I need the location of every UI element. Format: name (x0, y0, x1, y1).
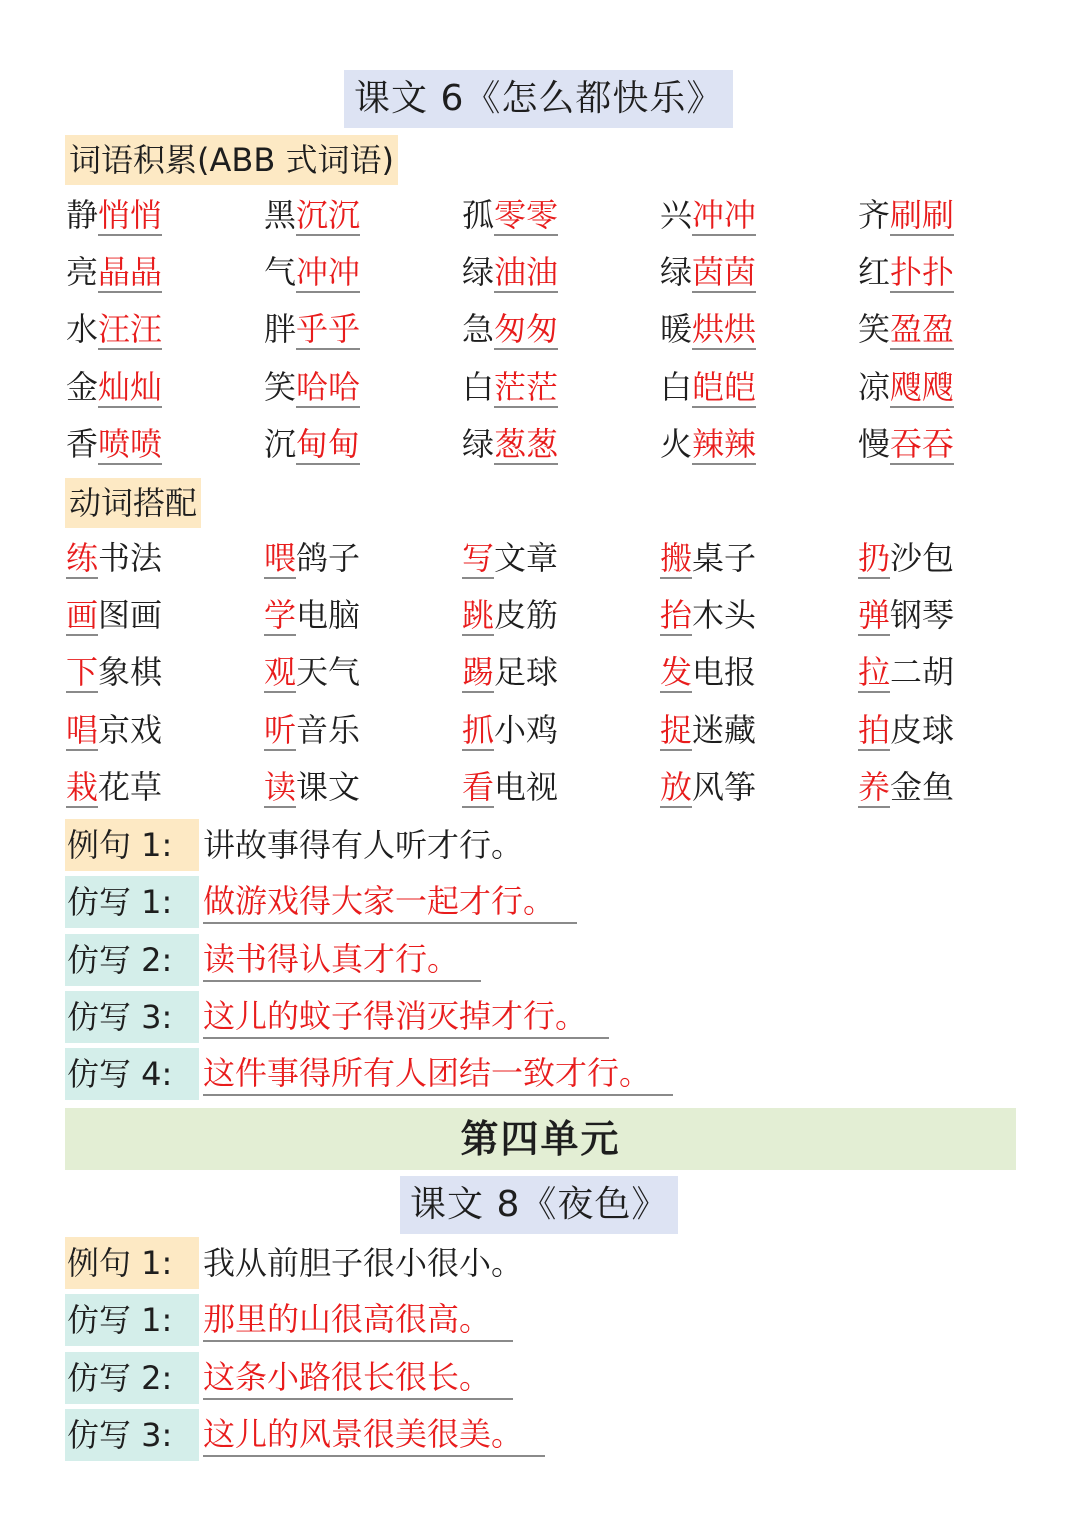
sentence-text: 读书得认真才行。 (203, 938, 481, 982)
word-cell (660, 301, 858, 358)
word-cell (858, 644, 1056, 701)
word-cell (660, 530, 858, 587)
word-cell (66, 759, 264, 816)
grid-row (66, 759, 1056, 816)
grid-row (66, 702, 1056, 759)
base-char: 笑 (858, 310, 891, 349)
object-word: 钢琴 (890, 596, 955, 635)
sentence-label: 仿写 2: (65, 1352, 199, 1404)
base-char: 白 (660, 367, 693, 406)
word-cell (858, 530, 1056, 587)
base-char: 沉 (264, 424, 297, 463)
abb-blank: 灿灿 (98, 367, 163, 406)
sentence-text: 这件事得所有人团结一致才行。 (203, 1052, 673, 1096)
example-sentence-row (65, 819, 523, 871)
base-char: 急 (462, 310, 495, 349)
sentence-label: 仿写 3: (65, 991, 199, 1043)
sentence-text: 讲故事得有人听才行。 (203, 826, 524, 864)
imitation-sentence-row (65, 1352, 513, 1404)
object-word: 电视 (494, 767, 559, 806)
object-word: 鸽子 (296, 539, 361, 577)
base-char: 亮 (66, 253, 99, 292)
word-cell (660, 587, 858, 644)
imitation-sentence-row (65, 934, 481, 986)
abb-word-grid (66, 187, 1056, 473)
word-cell (858, 244, 1056, 301)
word-cell (660, 244, 858, 301)
object-word: 沙包 (890, 539, 955, 577)
abb-blank: 乎乎 (296, 310, 361, 349)
word-cell (264, 301, 462, 358)
word-cell (660, 759, 858, 816)
verb-blank: 练 (66, 539, 99, 577)
abb-blank: 甸甸 (296, 424, 361, 463)
word-cell (66, 530, 264, 587)
word-cell (660, 644, 858, 701)
verb-phrase-grid (66, 530, 1056, 816)
grid-row (66, 416, 1056, 473)
object-word: 小鸡 (494, 710, 559, 749)
abb-blank: 茫茫 (494, 367, 559, 406)
word-cell (858, 702, 1056, 759)
abb-blank: 冲冲 (296, 253, 361, 292)
verb-blank: 下 (66, 653, 99, 692)
word-cell (462, 244, 660, 301)
object-word: 花草 (98, 767, 163, 806)
abb-blank: 悄悄 (98, 196, 163, 234)
word-cell (264, 587, 462, 644)
object-word: 皮筋 (494, 596, 559, 635)
verb-blank: 听 (264, 710, 297, 749)
verb-blank: 捉 (660, 710, 693, 749)
word-cell (264, 530, 462, 587)
word-cell (66, 644, 264, 701)
sentence-text: 我从前胆子很小很小。 (203, 1244, 524, 1282)
word-cell (66, 359, 264, 416)
word-cell (462, 702, 660, 759)
base-char: 绿 (660, 253, 693, 292)
word-cell (264, 416, 462, 473)
verb-blank: 养 (858, 767, 891, 806)
base-char: 黑 (264, 196, 297, 234)
base-char: 齐 (858, 196, 891, 234)
word-cell (462, 359, 660, 416)
abb-blank: 辣辣 (692, 424, 757, 463)
base-char: 兴 (660, 196, 693, 234)
imitation-sentence-row (65, 876, 577, 928)
word-cell (264, 759, 462, 816)
grid-row (66, 244, 1056, 301)
object-word: 书法 (98, 539, 163, 577)
word-cell (66, 187, 264, 244)
object-word: 图画 (98, 596, 163, 635)
object-word: 风筝 (692, 767, 757, 806)
imitation-sentence-row (65, 991, 609, 1043)
sentence-text: 这条小路很长很长。 (203, 1356, 513, 1400)
verb-blank: 拉 (858, 653, 891, 692)
base-char: 慢 (858, 424, 891, 463)
imitation-sentence-row (65, 1294, 513, 1346)
abb-blank: 吞吞 (890, 424, 955, 463)
imitation-sentence-row (65, 1409, 545, 1461)
verb-blank: 弹 (858, 596, 891, 635)
verb-blank: 放 (660, 767, 693, 806)
word-cell (858, 416, 1056, 473)
word-cell (462, 301, 660, 358)
object-word: 二胡 (890, 653, 955, 692)
verb-blank: 画 (66, 596, 99, 635)
verb-blank: 扔 (858, 539, 891, 577)
word-cell (858, 759, 1056, 816)
verb-blank: 写 (462, 539, 495, 577)
base-char: 绿 (462, 253, 495, 292)
grid-row (66, 301, 1056, 358)
abb-blank: 葱葱 (494, 424, 559, 463)
object-word: 木头 (692, 596, 757, 635)
sentence-text: 这儿的风景很美很美。 (203, 1413, 545, 1457)
abb-blank: 晶晶 (98, 253, 163, 292)
word-cell (66, 301, 264, 358)
abb-blank: 皑皑 (692, 367, 757, 406)
verb-section-label: 动词搭配 (65, 478, 201, 528)
base-char: 白 (462, 367, 495, 406)
verb-blank: 喂 (264, 539, 297, 577)
sentence-label: 仿写 1: (65, 1294, 199, 1346)
abb-blank: 扑扑 (890, 253, 955, 292)
object-word: 京戏 (98, 710, 163, 749)
vocab-section-label: 词语积累(ABB 式词语) (65, 135, 398, 185)
sentence-label: 仿写 2: (65, 934, 199, 986)
word-cell (660, 359, 858, 416)
sentence-label: 仿写 4: (65, 1048, 199, 1100)
word-cell (264, 644, 462, 701)
grid-row (66, 187, 1056, 244)
abb-blank: 沉沉 (296, 196, 361, 234)
abb-blank: 汪汪 (98, 310, 163, 349)
verb-blank: 踢 (462, 653, 495, 692)
word-cell (858, 187, 1056, 244)
object-word: 金鱼 (890, 767, 955, 806)
word-cell (660, 416, 858, 473)
grid-row (66, 530, 1056, 587)
abb-blank: 匆匆 (494, 310, 559, 349)
abb-blank: 烘烘 (692, 310, 757, 349)
abb-blank: 刷刷 (890, 196, 955, 234)
object-word: 桌子 (692, 539, 757, 577)
word-cell (858, 359, 1056, 416)
abb-blank: 飕飕 (890, 367, 955, 406)
verb-blank: 抬 (660, 596, 693, 635)
abb-blank: 盈盈 (890, 310, 955, 349)
sentence-text: 这儿的蚊子得消灭掉才行。 (203, 995, 609, 1039)
example-sentence-row (65, 1237, 523, 1289)
abb-blank: 零零 (494, 196, 559, 234)
word-cell (66, 587, 264, 644)
word-cell (462, 416, 660, 473)
object-word: 音乐 (296, 710, 361, 749)
abb-blank: 冲冲 (692, 196, 757, 234)
object-word: 电脑 (296, 596, 361, 635)
word-cell (462, 644, 660, 701)
verb-blank: 栽 (66, 767, 99, 806)
verb-blank: 看 (462, 767, 495, 806)
lesson6-title: 课文 6《怎么都快乐》 (344, 70, 733, 128)
base-char: 凉 (858, 367, 891, 406)
base-char: 气 (264, 253, 297, 292)
base-char: 红 (858, 253, 891, 292)
verb-blank: 学 (264, 596, 297, 635)
base-char: 暖 (660, 310, 693, 349)
sentence-label: 仿写 3: (65, 1409, 199, 1461)
base-char: 孤 (462, 196, 495, 234)
sentence-label: 例句 1: (65, 1237, 199, 1289)
word-cell (462, 530, 660, 587)
abb-blank: 哈哈 (296, 367, 361, 406)
word-cell (264, 244, 462, 301)
abb-blank: 油油 (494, 253, 559, 292)
imitation-sentence-row (65, 1048, 673, 1100)
object-word: 天气 (296, 653, 361, 692)
verb-blank: 抓 (462, 710, 495, 749)
word-cell (462, 587, 660, 644)
base-char: 水 (66, 310, 99, 349)
base-char: 胖 (264, 310, 297, 349)
word-cell (66, 702, 264, 759)
grid-row (66, 587, 1056, 644)
word-cell (66, 244, 264, 301)
base-char: 笑 (264, 367, 297, 406)
base-char: 金 (66, 367, 99, 406)
verb-blank: 搬 (660, 539, 693, 577)
object-word: 电报 (692, 653, 757, 692)
grid-row (66, 644, 1056, 701)
object-word: 文章 (494, 539, 559, 577)
unit-title: 第四单元 (65, 1108, 1016, 1170)
sentence-label: 仿写 1: (65, 876, 199, 928)
word-cell (858, 587, 1056, 644)
object-word: 象棋 (98, 653, 163, 692)
word-cell (264, 702, 462, 759)
lesson8-title: 课文 8《夜色》 (400, 1176, 678, 1234)
object-word: 课文 (296, 767, 361, 806)
base-char: 绿 (462, 424, 495, 463)
word-cell (660, 187, 858, 244)
abb-blank: 喷喷 (98, 424, 163, 463)
object-word: 足球 (494, 653, 559, 692)
abb-blank: 茵茵 (692, 253, 757, 292)
sentence-label: 例句 1: (65, 819, 199, 871)
object-word: 迷藏 (692, 710, 757, 749)
verb-blank: 拍 (858, 710, 891, 749)
word-cell (264, 359, 462, 416)
word-cell (858, 301, 1056, 358)
verb-blank: 观 (264, 653, 297, 692)
base-char: 火 (660, 424, 693, 463)
sentence-text: 那里的山很高很高。 (203, 1298, 513, 1342)
word-cell (264, 187, 462, 244)
word-cell (462, 759, 660, 816)
verb-blank: 读 (264, 767, 297, 806)
base-char: 静 (66, 196, 99, 234)
verb-blank: 发 (660, 653, 693, 692)
base-char: 香 (66, 424, 99, 463)
verb-blank: 跳 (462, 596, 495, 635)
word-cell (660, 702, 858, 759)
verb-blank: 唱 (66, 710, 99, 749)
object-word: 皮球 (890, 710, 955, 749)
word-cell (66, 416, 264, 473)
sentence-text: 做游戏得大家一起才行。 (203, 880, 577, 924)
grid-row (66, 359, 1056, 416)
word-cell (462, 187, 660, 244)
